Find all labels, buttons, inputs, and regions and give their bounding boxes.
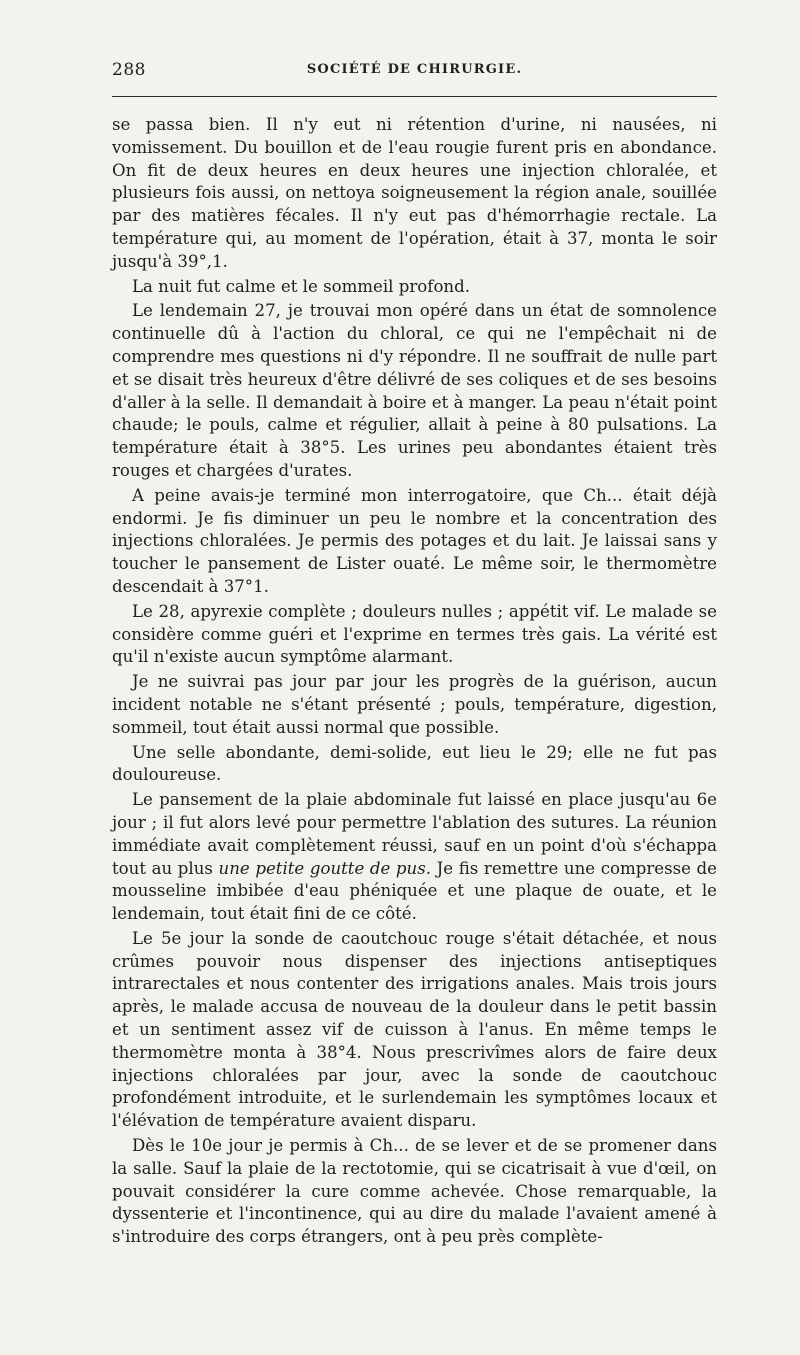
paragraph: Je ne suivrai pas jour par jour les progrès de la guérison, aucun incident notable ne s'étant présenté ; pouls, température, digestion, sommeil, tout était aussi normal que possible. <box>112 672 717 737</box>
paragraph: Le 28, apyrexie complète ; douleurs nulles ; appétit vif. Le malade se considère comme guéri et l'exprime en termes très gais. La vérité est qu'il n'existe aucun symptôme alarmant. <box>112 601 717 667</box>
paragraph: A peine avais-je terminé mon interrogatoire, que Ch... était déjà endormi. Je fis diminuer un peu le nombre et la concentration des injections chloralées. Je permis des potages et du lait. Je laissai sans y toucher le pansement de Lister ouaté. Le même soir, le thermomètre descendait à 37°1. <box>112 485 717 596</box>
paragraph: se passa bien. Il n'y eut ni rétention d'urine, ni nausées, ni vomissement. Du bouillon et de l'eau rougie furent pris en abondance. On fit de deux heures en deux heures une injection chloralée, et plusieurs fois aussi, on nettoya soigneusement la région anale, souillée par des matières fécales. Il n'y eut pas d'hémorrhagie rectale. La température qui, au moment de l'opération, était à 37, monta le soir jusqu'à 39°,1. <box>112 115 717 271</box>
italic-phrase: une petite goutte de pus. <box>218 858 432 878</box>
paragraph: Une selle abondante, demi-solide, eut lieu le 29; elle ne fut pas douloureuse. <box>112 742 717 785</box>
paragraph: Dès le 10e jour je permis à Ch... de se lever et de se promener dans la salle. Sauf la plaie de la rectotomie, qui se cicatrisait à vue d'œil, on pouvait considérer la cure comme achevée. Chose remarquable, la dyssenterie et l'incontinence, qui au dire du malade l'avaient amené à s'introduire des corps étrangers, ont à peu près complète- <box>112 1136 717 1247</box>
page-header <box>112 60 717 86</box>
paragraph: La nuit fut calme et le sommeil profond. <box>132 276 471 296</box>
paragraph-text: Le pansement de la plaie abdominale fut laissé en place jusqu'au 6e jour ; il fut alors levé pour permettre l'ablation des sutures. La réunion immédiate avait complètement réussi, sauf en un point d'où s'échappa tout au plus <box>112 790 717 878</box>
page-number: 288 <box>112 60 146 80</box>
paragraph: Le lendemain 27, je trouvai mon opéré dans un état de somnolence continuelle dû à l'action du chloral, ce qui ne l'empêchait ni de comprendre mes questions ni d'y répondre. Il ne souffrait de nulle part et se disait très heureux d'être délivré de ses coliques et de ses besoins d'aller à la selle. Il demandait à boire et à manger. La peau n'était point chaude; le pouls, calme et régulier, allait à peine à 80 pulsations. La température était à 38°5. Les urines peu abondantes étaient très rouges et chargées d'urates. <box>112 301 717 480</box>
header-rule <box>112 96 717 97</box>
paragraph-text: Je fis remettre une compresse de mousseline imbibée d'eau phéniquée et une plaque de ouate, et le lendemain, tout était fini de ce côté. <box>112 858 717 924</box>
paragraph <box>112 789 717 926</box>
body-text <box>112 114 717 1251</box>
running-title: SOCIÉTÉ DE CHIRURGIE. <box>306 62 523 77</box>
paragraph: Le 5e jour la sonde de caoutchouc rouge s'était détachée, et nous crûmes pouvoir nous dispenser des injections antiseptiques intrarectales et nous contenter des irrigations anales. Mais trois jours après, le malade accusa de nouveau de la douleur dans le petit bassin et un sentiment assez vif de cuisson à l'anus. En même temps le thermomètre monta à 38°4. Nous prescrivîmes alors de faire deux injections chloralées par jour, avec la sonde de caoutchouc profondément introduite, et le surlendemain les symptômes locaux et l'élévation de température avaient disparu. <box>112 928 717 1131</box>
